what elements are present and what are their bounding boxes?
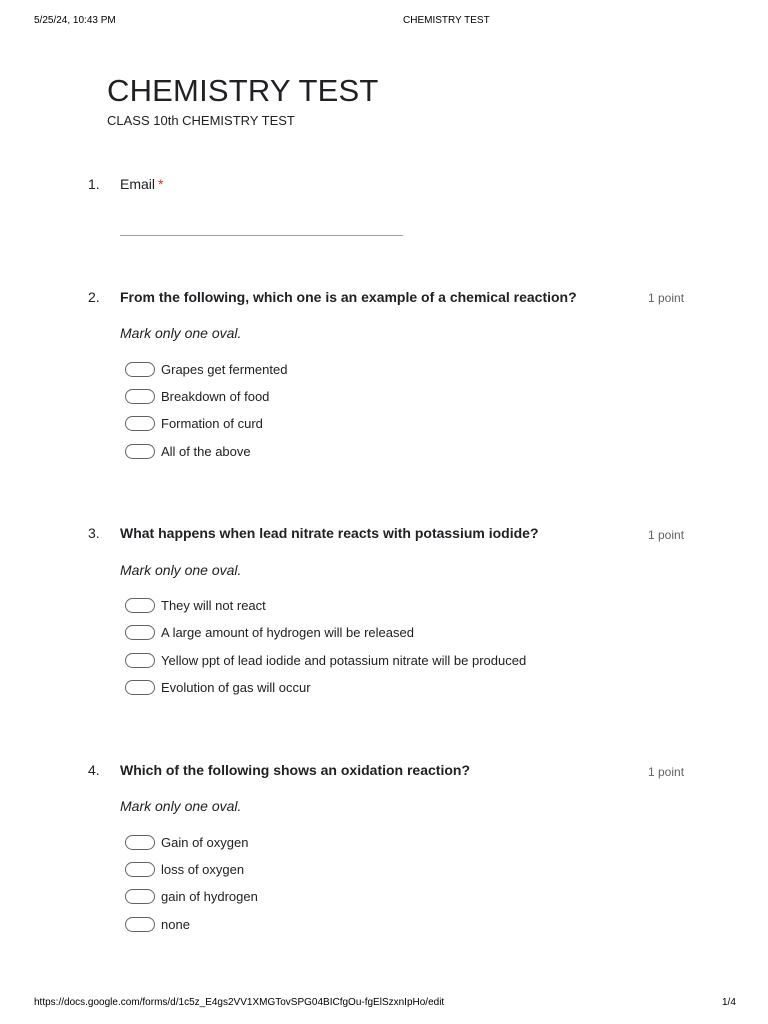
required-marker: * [158, 176, 164, 192]
option-label: Evolution of gas will occur [161, 680, 311, 695]
points-label: 1 point [648, 291, 685, 305]
oval-icon[interactable] [125, 389, 155, 404]
question-text: From the following, which one is an example of a chemical reaction? [120, 289, 577, 305]
print-header [0, 15, 768, 31]
instruction-text: Mark only one oval. [120, 325, 242, 341]
print-footer [0, 997, 768, 1011]
option-label: Formation of curd [161, 416, 263, 431]
instruction-text: Mark only one oval. [120, 562, 242, 578]
oval-icon[interactable] [125, 680, 155, 695]
oval-icon[interactable] [125, 625, 155, 640]
option-label: Gain of oxygen [161, 835, 249, 850]
form-description: CLASS 10th CHEMISTRY TEST [107, 113, 295, 128]
question-number: 1. [88, 176, 100, 192]
points-label: 1 point [648, 765, 685, 779]
option-label: Breakdown of food [161, 389, 270, 404]
print-timestamp: 5/25/24, 10:43 PM [34, 15, 116, 26]
option-label: All of the above [161, 444, 251, 459]
option-label: gain of hydrogen [161, 889, 258, 904]
question-email-label [120, 176, 163, 192]
question-text: Email [120, 176, 156, 192]
oval-icon[interactable] [125, 889, 155, 904]
option-label: A large amount of hydrogen will be released [161, 625, 414, 640]
points-label: 1 point [648, 528, 685, 542]
form-title: CHEMISTRY TEST [107, 73, 379, 108]
print-title: CHEMISTRY TEST [403, 15, 490, 26]
oval-icon[interactable] [125, 653, 155, 668]
question-number: 3. [88, 525, 100, 541]
oval-icon[interactable] [125, 598, 155, 613]
question-text: Which of the following shows an oxidation reaction? [120, 762, 470, 778]
instruction-text: Mark only one oval. [120, 798, 242, 814]
option-label: Grapes get fermented [161, 362, 288, 377]
page-number: 1/4 [722, 997, 736, 1008]
email-field[interactable] [120, 235, 403, 236]
option-label: none [161, 917, 190, 932]
oval-icon[interactable] [125, 416, 155, 431]
option-label: They will not react [161, 598, 266, 613]
option-label: loss of oxygen [161, 862, 245, 877]
oval-icon[interactable] [125, 862, 155, 877]
question-text: What happens when lead nitrate reacts with potassium iodide? [120, 525, 539, 541]
oval-icon[interactable] [125, 444, 155, 459]
question-number: 4. [88, 762, 100, 778]
print-url: https://docs.google.com/forms/d/1c5z_E4gs2VV1XMGTovSPG04BICfgOu-fgElSzxnIpHo/edit [34, 997, 445, 1008]
oval-icon[interactable] [125, 917, 155, 932]
option-label: Yellow ppt of lead iodide and potassium nitrate will be produced [161, 653, 527, 668]
oval-icon[interactable] [125, 835, 155, 850]
question-number: 2. [88, 289, 100, 305]
oval-icon[interactable] [125, 362, 155, 377]
